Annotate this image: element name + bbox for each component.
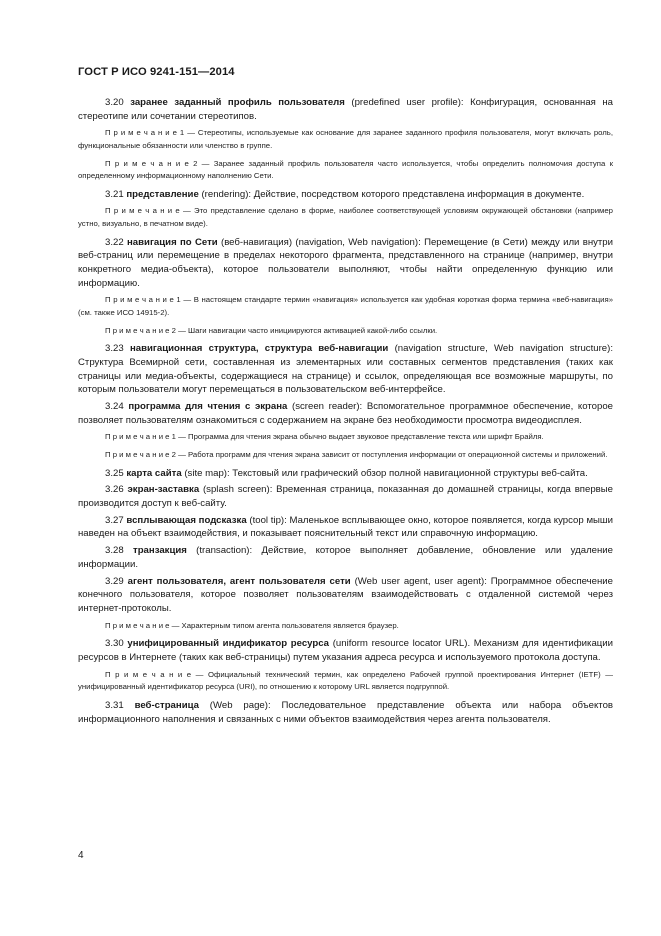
term-number: 3.25	[105, 467, 124, 479]
term-note	[78, 325, 613, 338]
term-number: 3.26	[105, 484, 124, 496]
term-entry	[78, 575, 613, 616]
term-definition: (Web user agent, user agent): Программное обеспечение конечного пользователя, которое позволяет пользователям взаимодействовать с отдаленной системой через интернет-протоколы.	[78, 575, 613, 614]
note-text: — Официальный технический термин, как определено Рабочей группой проектирования Интернет (IETF) — унифицированный идентификатор ресурса (URI), по отношению к которому URL является подгруппой.	[78, 669, 614, 692]
term-title: унифицированный индификатор ресурса	[127, 638, 330, 650]
note-text: 1 — В настоящем стандарте термин «навигация» используется как удобная короткая форма термина «веб-навигация» (см. также ИСО 14915-2).	[78, 295, 614, 318]
term-definition: (navigation structure, Web navigation structure): Структура Всемирной сети, составленная из элементарных или составных сегментов представления (таких как страницы или медиа-объекты, содержащиеся на странице) и ссылок, определяющая все возможные маршруты, по которым пользователи могут перемещаться в пользовательском веб-интерфейсе.	[78, 343, 613, 396]
note-text: — Характерным типом агента пользователя является браузер.	[169, 620, 399, 630]
note-label: П р и м е ч а н и е	[105, 432, 170, 442]
term-entry	[78, 342, 613, 397]
note-label: П р и м е ч а н и е	[105, 620, 170, 630]
term-title: представление	[126, 188, 199, 200]
note-label: П р и м е ч а н и е	[105, 206, 180, 216]
note-text: 2 — Работа программ для чтения экрана зависит от поступления информации от операционной системы и приложений.	[169, 450, 608, 460]
note-text: 2 — Шаги навигации часто инициируются активацией какой-либо ссылки.	[169, 325, 438, 335]
term-entry	[78, 236, 613, 291]
term-entry	[78, 637, 613, 664]
term-number: 3.22	[105, 236, 124, 248]
term-number: 3.29	[105, 575, 124, 587]
term-note	[78, 669, 613, 694]
note-text: 1 — Программа для чтения экрана обычно выдает звуковое представление текста или шрифт Брайля.	[169, 432, 544, 442]
term-title: веб-страница	[134, 699, 199, 711]
note-label: П р и м е ч а н и е	[105, 325, 170, 335]
term-definition: (tool tip): Маленькое всплывающее окно, которое появляется, когда курсор мыши наведен на объект взаимодействия, и показывает пояснительный текст или справочную информацию.	[78, 514, 613, 540]
note-label: П р и м е ч а н и е	[105, 669, 192, 679]
term-definition: (веб-навигация) (navigation, Web navigation): Перемещение (в Сети) между или внутри веб-страниц или перемещение в пределах некоторого фрагмента, представленного на странице (например, внутри конкретного медиа-объекта), которое пользователи выполняют, чтобы найти определенную функцию или информацию.	[78, 236, 614, 289]
document-body	[78, 96, 613, 729]
note-label: П р и м е ч а н и е	[105, 450, 170, 460]
term-title: заранее заданный профиль пользователя	[130, 97, 345, 108]
term-note	[78, 620, 613, 633]
term-entry	[78, 188, 613, 202]
term-number: 3.24	[105, 401, 124, 413]
term-note	[78, 158, 613, 183]
term-definition: (splash screen): Временная страница, показанная до домашней страницы, когда впервые производится доступ к веб-сайту.	[78, 484, 613, 510]
term-entry	[78, 467, 613, 481]
note-text: 1 — Стереотипы, используемые как основание для заранее заданного профиля пользователя, могут включать роль, функциональные обязанности или членство в группе.	[78, 128, 614, 150]
term-definition: (rendering): Действие, посредством которого представлена информация в документе.	[198, 188, 585, 200]
term-number: 3.31	[105, 699, 124, 711]
term-title: экран-заставка	[127, 484, 200, 496]
term-entry	[78, 96, 613, 123]
term-note	[78, 127, 613, 152]
page-number: 4	[78, 850, 84, 861]
term-entry	[78, 514, 613, 541]
page-header: ГОСТ Р ИСО 9241-151—2014	[78, 66, 235, 78]
note-text: — Это представление сделано в форме, наиболее соответствующей условиям окружающей обстановки (например устно, визуально, в печатном виде).	[78, 206, 613, 229]
term-number: 3.21	[105, 188, 124, 200]
term-note	[78, 449, 613, 462]
term-title: навигация по Сети	[127, 236, 218, 248]
term-title: транзакция	[133, 545, 187, 557]
term-title: агент пользователя, агент пользователя сети	[127, 575, 351, 587]
term-note	[78, 205, 613, 230]
term-definition: (screen reader): Вспомогательное программное обеспечение, которое позволяет пользователям ознакомиться с содержанием на экране без необходимости просмотра видеодисплея.	[78, 401, 613, 426]
term-definition: (site map): Текстовый или графический обзор полной навигационной структуры веб-сайта.	[181, 467, 588, 479]
term-entry	[78, 699, 613, 726]
term-number: 3.23	[105, 343, 124, 355]
term-number: 3.27	[105, 514, 124, 526]
term-number: 3.28	[105, 545, 124, 557]
note-label: П р и м е ч а н и е	[105, 158, 189, 168]
term-title: карта сайта	[126, 467, 182, 479]
term-entry	[78, 400, 613, 427]
term-note	[78, 294, 613, 319]
term-definition: (transaction): Действие, которое выполняет добавление, обновление или удаление информации.	[78, 545, 613, 570]
term-entry	[78, 483, 613, 510]
term-definition: (Web page): Последовательное представление объекта или набора объектов информационного наполнения и связанных с ними объектов взаимодействия через агента пользователя.	[78, 699, 613, 725]
term-title: программа для чтения с экрана	[128, 401, 288, 413]
note-text: 2 — Заранее заданный профиль пользователя часто используется, чтобы определить полномочия доступа к определенному информационному наполнению Сети.	[78, 158, 613, 181]
term-note	[78, 431, 613, 444]
term-title: всплывающая подсказка	[126, 514, 247, 526]
term-number: 3.20	[105, 97, 124, 108]
term-number: 3.30	[105, 638, 124, 650]
term-title: навигационная структура, структура веб-навигации	[129, 343, 389, 355]
term-definition: (uniform resource locator URL). Механизм для идентификации ресурсов в Интернете (таких как веб-страницы) путем указания адреса ресурса и используемого протокола доступа.	[78, 638, 613, 663]
note-label: П р и м е ч а н и е	[105, 295, 174, 305]
note-label: П р и м е ч а н и е	[105, 128, 177, 138]
term-definition: (predefined user profile): Конфигурация, основанная на стереотипе или сочетании стереотипов.	[78, 97, 613, 122]
term-entry	[78, 544, 613, 571]
